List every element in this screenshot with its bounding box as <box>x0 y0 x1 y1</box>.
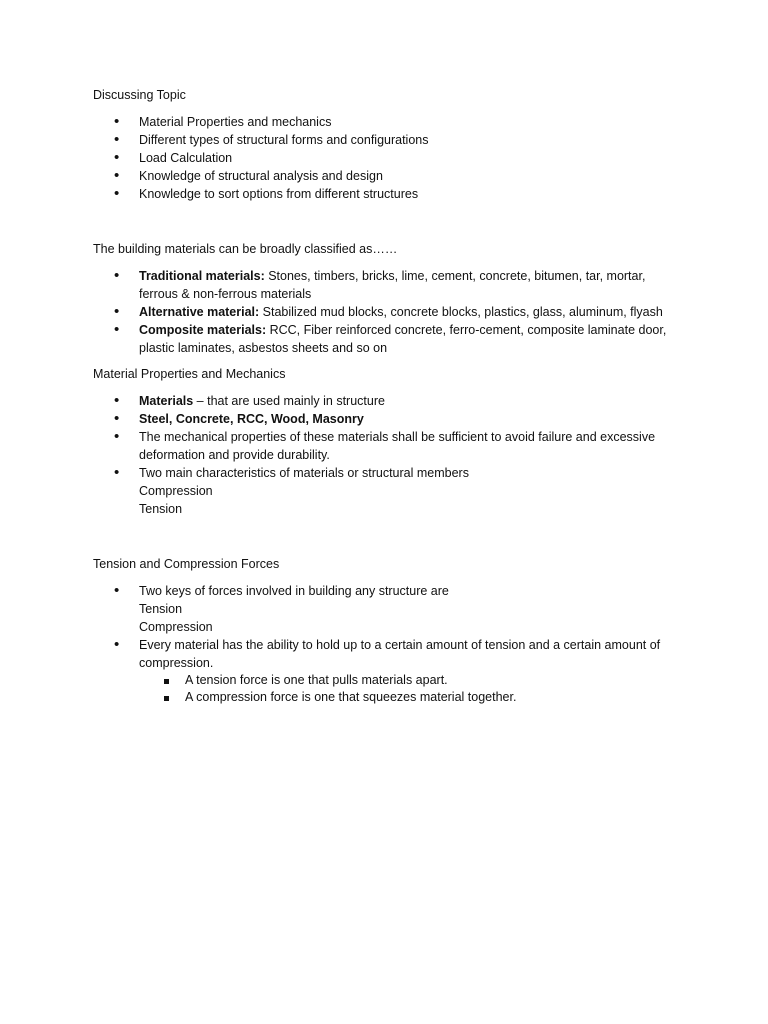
list-item <box>93 582 683 636</box>
list-item: • Different types of structural forms and configurations <box>93 131 683 149</box>
item-text: – that are used mainly in structure <box>193 394 385 408</box>
list-item <box>93 267 683 303</box>
list-item: • Material Properties and mechanics <box>93 113 683 131</box>
list-item <box>93 464 683 518</box>
list-item <box>93 392 683 410</box>
list-item <box>93 303 683 321</box>
list-item: • Load Calculation <box>93 149 683 167</box>
sub-list-item: A compression force is one that squeezes material together. <box>139 689 683 706</box>
list-item <box>93 410 683 428</box>
item-label: Steel, Concrete, RCC, Wood, Masonry <box>139 412 364 426</box>
item-label: Alternative material: <box>139 305 260 319</box>
item-text: • Two keys of forces involved in building any structure are <box>139 584 449 598</box>
item-text: • Two main characteristics of materials or structural members <box>139 466 469 480</box>
item-label: Materials <box>139 394 194 408</box>
tension-compression-list <box>93 582 683 706</box>
list-item: • Knowledge of structural analysis and design <box>93 167 683 185</box>
classification-heading: The building materials can be broadly classified as…… <box>93 242 398 256</box>
item-sub-line: Compression <box>139 484 213 498</box>
discussing-topic-heading: Discussing Topic <box>93 88 186 102</box>
list-item: • Knowledge to sort options from different structures <box>93 185 683 203</box>
discussing-topic-list <box>93 113 683 203</box>
item-sub-line: Tension <box>139 502 183 516</box>
list-item: • The mechanical properties of these materials shall be sufficient to avoid failure and excessive deformation and provide durability. <box>93 428 683 464</box>
item-text: RCC, Fiber reinforced concrete, ferro-cement, composite laminate door, plastic laminates, asbestos sheets and so on <box>139 323 667 355</box>
item-label: Traditional materials: <box>139 269 265 283</box>
list-item <box>93 636 683 706</box>
item-text: Stones, timbers, bricks, lime, cement, concrete, bitumen, tar, mortar, ferrous & non-ferrous materials <box>139 269 646 301</box>
item-sub-line: Compression <box>139 620 213 634</box>
sub-list-item: A tension force is one that pulls materials apart. <box>139 672 683 689</box>
item-label: Composite materials: <box>139 323 267 337</box>
item-sub-line: Tension <box>139 602 183 616</box>
item-text: Stabilized mud blocks, concrete blocks, plastics, glass, aluminum, flyash <box>259 305 663 319</box>
tension-compression-heading: Tension and Compression Forces <box>93 557 280 571</box>
classification-list <box>93 267 683 357</box>
item-text: • Every material has the ability to hold up to a certain amount of tension and a certain amount of compression. <box>139 638 661 670</box>
material-properties-list <box>93 392 683 518</box>
list-item <box>93 321 683 357</box>
material-properties-heading: Material Properties and Mechanics <box>93 367 286 381</box>
document-page <box>93 86 683 706</box>
sub-list <box>139 672 683 706</box>
